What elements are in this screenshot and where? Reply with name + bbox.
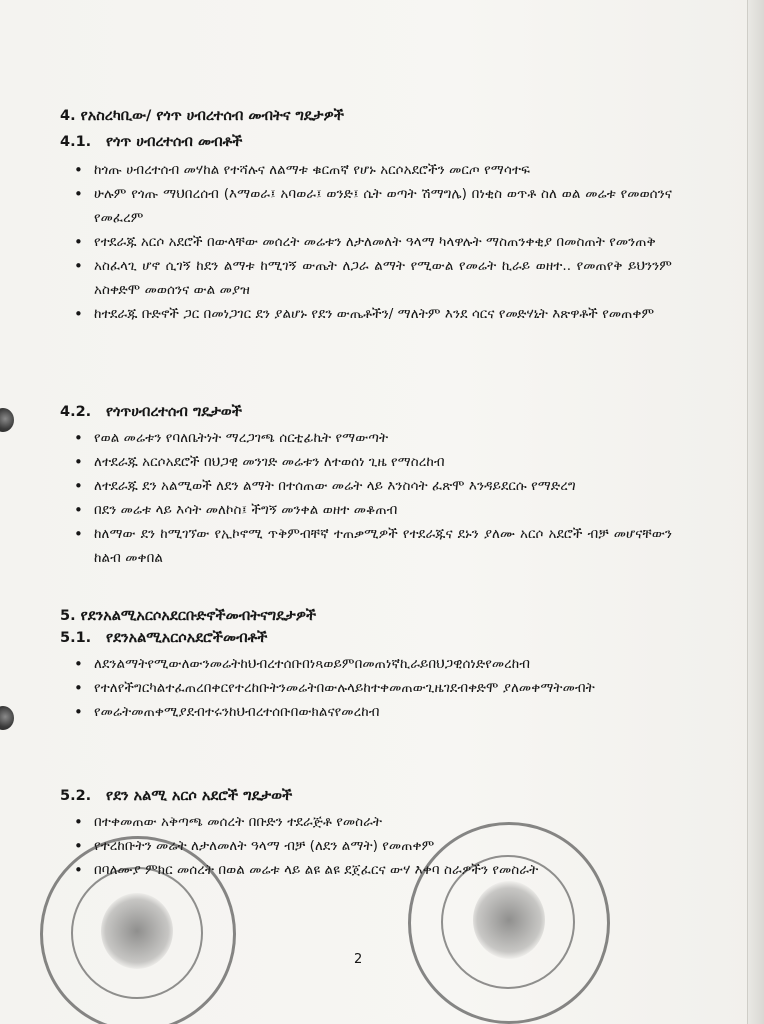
- list-item: • የተለየችግርካልተፈጠረበቀርየተረከቡትንመሬትበውሉላይከተቀመጠውጊዜገደብቀድሞ ያለመቀማትመብት: [72, 676, 672, 700]
- list-item: • የመሬትመጠቀሚያደብተሩንከህብረተሰቡበውክልናየመረከብ: [72, 700, 672, 724]
- section-5-2-number: 5.2.: [60, 788, 92, 804]
- section-5-1-heading: [60, 630, 267, 646]
- list-item: • ከለማው ደን ከሚገኘው የኢኮኖሚ ጥቅምብቸኛ ተጠቃሚዎች የተደራጁና ደኑን ያለሙ አርሶ አደሮች ብቻ መሆናቸውን ከልብ መቀበል: [72, 522, 672, 570]
- list-item: • ለደንልማትየሚውለውንመሬትከህብረተሰቡበነጻወይምበመጠነኛኪራይበህጋዊሰነድየመረከብ: [72, 652, 672, 676]
- list-item: • የወል መሬቱን የባለቤትነት ማረጋገጫ ሰርቲፊኬት የማውጣት: [72, 426, 672, 450]
- punch-hole-bottom: [0, 706, 14, 730]
- list-item: • ለተደራጁ ደን አልሚወች ለደን ልማት በተሰጠው መሬት ላይ እንስሳት ፈጽሞ እንዳይደርሱ የማድረግ: [72, 474, 672, 498]
- list-item: • አስፈላጊ ሆኖ ሲገኝ ከደን ልማቱ ከሚገኝ ውጤት ለጋራ ልማት የሚውል የመሬት ኪራይ ወዘተ.. የመጠየቅ ይህንንም አስቀድሞ መወሰንና ውል መያዝ: [72, 254, 672, 302]
- section-5-1-number: 5.1.: [60, 630, 92, 646]
- section-4-2-number: 4.2.: [60, 404, 92, 420]
- section-4-2-heading: [60, 404, 242, 420]
- section-5-2-title: የደን አልሚ አርሶ አደሮች ግዴታወች: [106, 788, 293, 804]
- list-item: • በደን መሬቱ ላይ እሳት መለኮስ፤ ችግኝ መንቀል ወዘተ መቆጠብ: [72, 498, 672, 522]
- list-item: • ከጎጡ ሀብረተሰብ መሃከል የተሻሉና ለልማቱ ቁርጠኛ የሆኑ አርሶአደሮችን መርጦ የማሳተፍ: [72, 158, 672, 182]
- section-5-1-list: [72, 652, 672, 724]
- section-4-2-list: [72, 426, 672, 570]
- section-5-1-title: የደንአልሚአርሶአደሮችመብቶች: [106, 630, 268, 646]
- official-seal-left: [40, 836, 236, 1024]
- section-4-1-list: [72, 158, 672, 326]
- section-5-2-heading: [60, 788, 292, 804]
- section-4-1-number: 4.1.: [60, 134, 92, 150]
- list-item: • በተቀመጠው አቅጣጫ መሰረት በቡድን ተደራጅቶ የመስራት: [72, 810, 672, 834]
- list-item: • ሁሉም የጎጡ ማህበረሰብ (እማወራ፤ አባወራ፤ ወንድ፤ ሴት ወጣት ሽማግሌ) በነቂስ ወጥቶ ስለ ወል መሬቱ የመወሰንና የመፈረም: [72, 182, 672, 230]
- section-4-heading: 4. የአስረካቢው/ የጎጥ ሀብረተሰብ መብትና ግዴታዎች: [60, 108, 345, 124]
- punch-hole-top: [0, 408, 14, 432]
- list-item: • በባለሙያ ምክር መሰረት በወል መሬቱ ላይ ልዩ ልዩ ደጀፈርና ውሃ እቀባ ስራዎችን የመስራት: [72, 858, 672, 882]
- list-item: • የተረከቡትን መሬት ለታለመለት ዓላማ ብቻ (ለደን ልማት) የመጠቀም: [72, 834, 672, 858]
- list-item: • የተደራጁ አርሶ አደሮች በውላቸው መሰረት መሬቱን ለታለመለት ዓላማ ካላዋሉት ማስጠንቀቂያ በመስጠት የመንጠቅ: [72, 230, 672, 254]
- section-5-heading: 5. የደንአልሚአርሶአደርቡድኖችመብትናግዴታዎች: [60, 608, 317, 624]
- section-4-1-title: የጎጥ ሀብረተሰብ መብቶች: [106, 134, 243, 150]
- list-item: • ለተደራጁ አርሶአደሮች በህጋዊ መንገድ መሬቱን ለተወሰነ ጊዜ የማስረከብ: [72, 450, 672, 474]
- section-4-1-heading: [60, 134, 242, 150]
- official-seal-right: [408, 822, 610, 1024]
- section-4-2-title: የጎጥሀብረተሰብ ግዴታወች: [106, 404, 242, 420]
- list-item: • ከተደራጁ ቡድኖች ጋር በመነጋገር ደን ያልሆኑ የደን ውጤቶችን/ ማለትም እንደ ሳርና የመድሃኒት እጽዋቶች የመጠቀም: [72, 302, 672, 326]
- paper-edge: [747, 0, 764, 1024]
- page-number: 2: [354, 952, 363, 967]
